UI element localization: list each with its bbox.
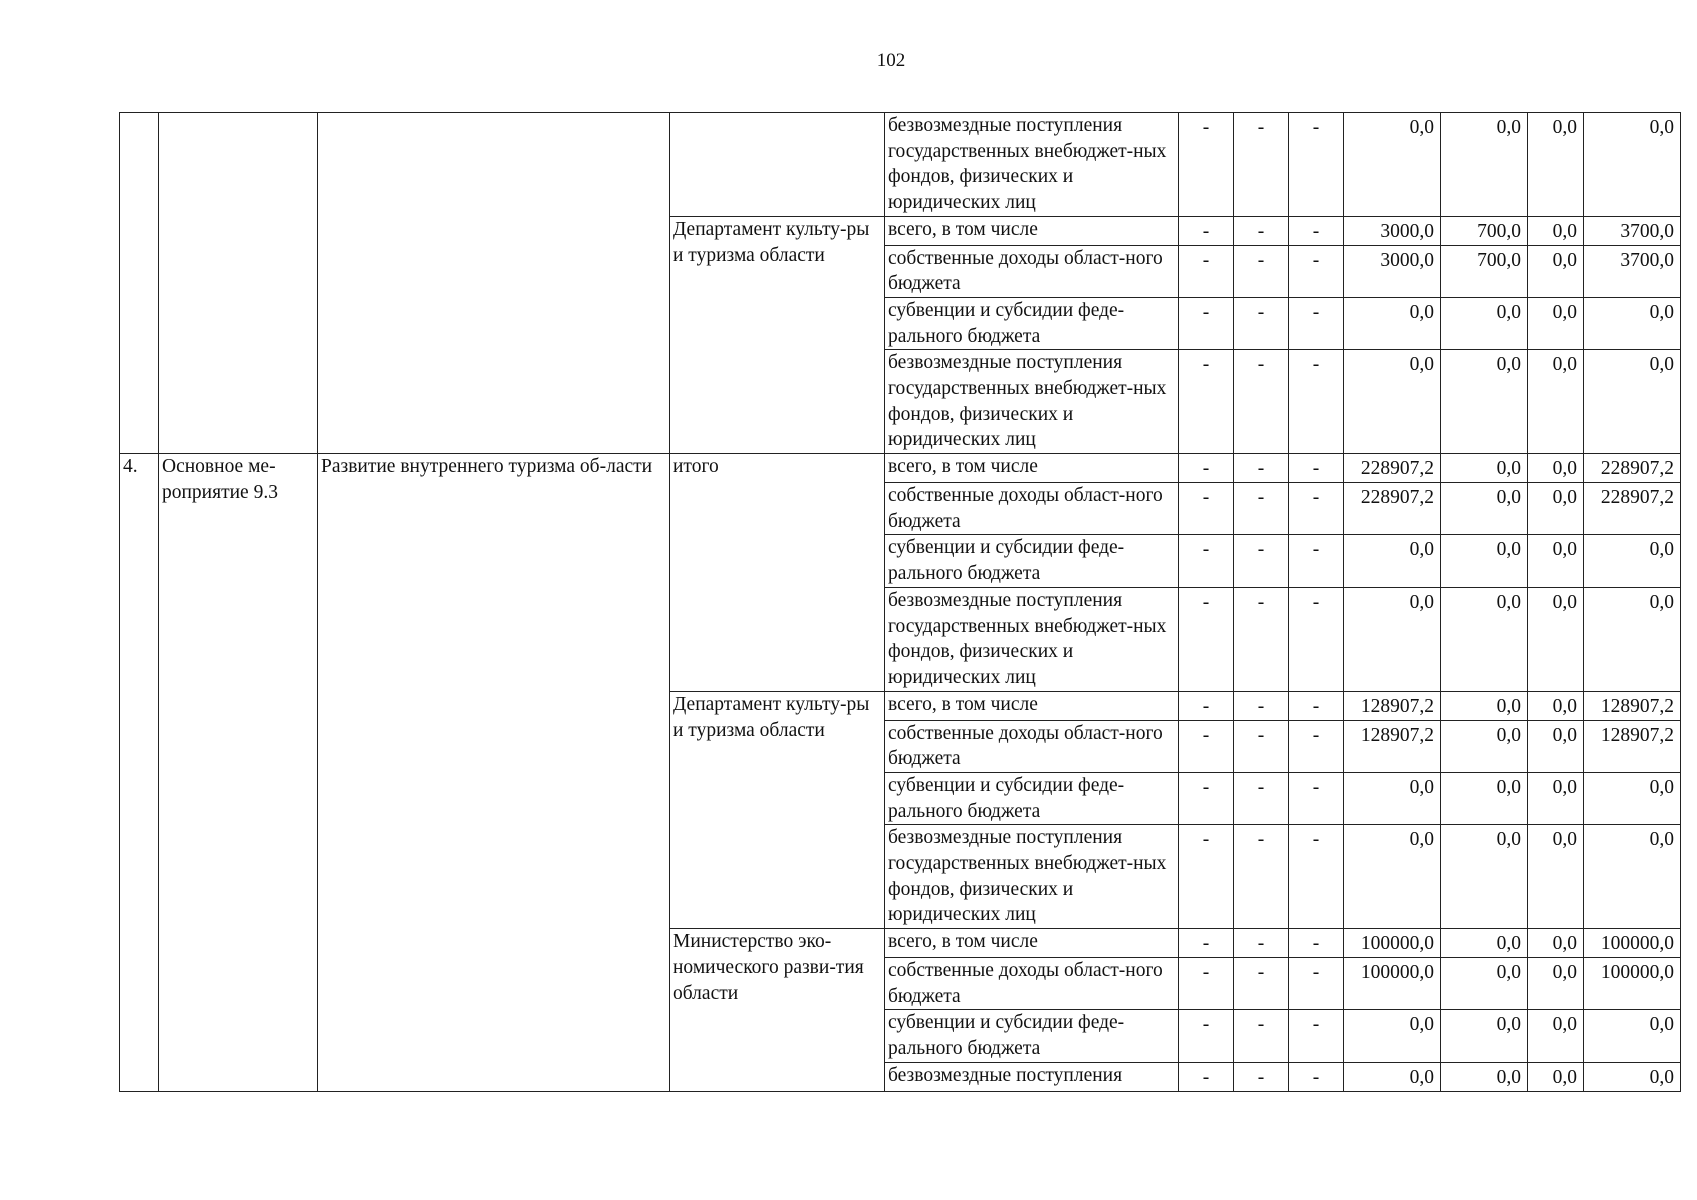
- cell-value: -: [1234, 454, 1289, 483]
- cell-source: субвенции и субсидии феде-рального бюджета: [885, 1010, 1179, 1062]
- cell-value: 0,0: [1528, 720, 1584, 772]
- cell-value: 228907,2: [1584, 483, 1681, 535]
- cell-value: 0,0: [1528, 350, 1584, 454]
- cell-value: 228907,2: [1584, 454, 1681, 483]
- cell-value: 0,0: [1584, 350, 1681, 454]
- cell-value: 0,0: [1344, 297, 1441, 349]
- cell-title-empty: [318, 113, 670, 454]
- cell-value: -: [1289, 1010, 1344, 1062]
- cell-value: 0,0: [1584, 587, 1681, 691]
- cell-value: -: [1289, 454, 1344, 483]
- cell-source: собственные доходы област-ного бюджета: [885, 720, 1179, 772]
- cell-number: 4.: [120, 454, 159, 1091]
- cell-value: -: [1234, 720, 1289, 772]
- cell-type-empty: [159, 113, 318, 454]
- cell-value: 0,0: [1441, 483, 1528, 535]
- cell-value: 128907,2: [1584, 720, 1681, 772]
- cell-value: -: [1179, 1062, 1234, 1091]
- cell-value: 0,0: [1344, 772, 1441, 824]
- cell-value: 0,0: [1441, 691, 1528, 720]
- cell-value: -: [1179, 929, 1234, 958]
- cell-value: -: [1234, 958, 1289, 1010]
- cell-value: 0,0: [1528, 535, 1584, 587]
- cell-value: 700,0: [1441, 216, 1528, 245]
- cell-value: -: [1289, 958, 1344, 1010]
- cell-value: 0,0: [1441, 350, 1528, 454]
- cell-value: 0,0: [1528, 1010, 1584, 1062]
- cell-executor: итого: [670, 454, 885, 692]
- cell-value: -: [1179, 691, 1234, 720]
- cell-value: 3700,0: [1584, 245, 1681, 297]
- cell-value: 0,0: [1441, 929, 1528, 958]
- cell-value: -: [1179, 245, 1234, 297]
- cell-source: собственные доходы област-ного бюджета: [885, 245, 1179, 297]
- cell-value: -: [1234, 483, 1289, 535]
- cell-value: -: [1289, 691, 1344, 720]
- cell-value: 0,0: [1441, 772, 1528, 824]
- cell-value: 0,0: [1584, 297, 1681, 349]
- cell-value: -: [1179, 958, 1234, 1010]
- cell-source: всего, в том числе: [885, 691, 1179, 720]
- cell-value: 0,0: [1528, 772, 1584, 824]
- cell-value: 128907,2: [1584, 691, 1681, 720]
- cell-value: 0,0: [1584, 1010, 1681, 1062]
- table-row: [120, 113, 1681, 217]
- cell-executor: Департамент культу-ры и туризма области: [670, 691, 885, 929]
- cell-value: 0,0: [1344, 1010, 1441, 1062]
- cell-title: Развитие внутреннего туризма об-ласти: [318, 454, 670, 1091]
- cell-value: 228907,2: [1344, 454, 1441, 483]
- cell-value: 0,0: [1344, 535, 1441, 587]
- cell-value: -: [1179, 720, 1234, 772]
- cell-source: субвенции и субсидии феде-рального бюджета: [885, 297, 1179, 349]
- cell-value: -: [1289, 350, 1344, 454]
- cell-value: -: [1289, 113, 1344, 217]
- cell-value: -: [1234, 113, 1289, 217]
- cell-value: 0,0: [1344, 587, 1441, 691]
- cell-value: 0,0: [1584, 772, 1681, 824]
- cell-source: собственные доходы област-ного бюджета: [885, 483, 1179, 535]
- cell-value: 0,0: [1528, 691, 1584, 720]
- cell-value: -: [1179, 772, 1234, 824]
- cell-value: -: [1234, 297, 1289, 349]
- cell-value: 0,0: [1441, 297, 1528, 349]
- cell-value: 0,0: [1441, 825, 1528, 929]
- cell-value: -: [1289, 720, 1344, 772]
- cell-source: безвозмездные поступления государственных внебюджет-ных фондов, физических и юридических лиц: [885, 587, 1179, 691]
- funding-table: [119, 112, 1681, 1092]
- cell-value: -: [1234, 929, 1289, 958]
- cell-value: -: [1234, 691, 1289, 720]
- cell-source: субвенции и субсидии феде-рального бюджета: [885, 772, 1179, 824]
- cell-value: -: [1234, 772, 1289, 824]
- cell-executor: Департамент культу-ры и туризма области: [670, 216, 885, 454]
- cell-value: 0,0: [1528, 958, 1584, 1010]
- table-row: [120, 454, 1681, 483]
- cell-source: собственные доходы област-ного бюджета: [885, 958, 1179, 1010]
- cell-executor: Министерство эко-номического разви-тия области: [670, 929, 885, 1091]
- cell-value: 0,0: [1344, 825, 1441, 929]
- cell-value: -: [1234, 535, 1289, 587]
- cell-value: -: [1234, 245, 1289, 297]
- cell-value: -: [1289, 245, 1344, 297]
- cell-value: 100000,0: [1344, 929, 1441, 958]
- cell-value: -: [1179, 587, 1234, 691]
- cell-value: -: [1289, 929, 1344, 958]
- cell-value: 3000,0: [1344, 216, 1441, 245]
- cell-source: всего, в том числе: [885, 929, 1179, 958]
- cell-value: -: [1289, 535, 1344, 587]
- cell-value: 0,0: [1344, 350, 1441, 454]
- cell-value: -: [1289, 825, 1344, 929]
- cell-value: -: [1234, 1062, 1289, 1091]
- cell-value: -: [1179, 483, 1234, 535]
- cell-value: 100000,0: [1344, 958, 1441, 1010]
- cell-value: 0,0: [1528, 1062, 1584, 1091]
- cell-value: -: [1179, 113, 1234, 217]
- cell-value: -: [1179, 825, 1234, 929]
- cell-value: 0,0: [1584, 1062, 1681, 1091]
- cell-value: -: [1179, 350, 1234, 454]
- cell-value: -: [1234, 825, 1289, 929]
- cell-value: 0,0: [1528, 216, 1584, 245]
- cell-value: 0,0: [1528, 113, 1584, 217]
- cell-value: 0,0: [1344, 113, 1441, 217]
- cell-value: 0,0: [1528, 454, 1584, 483]
- cell-source: безвозмездные поступления: [885, 1062, 1179, 1091]
- cell-value: 0,0: [1528, 825, 1584, 929]
- cell-value: -: [1179, 1010, 1234, 1062]
- cell-value: -: [1289, 587, 1344, 691]
- cell-value: -: [1289, 297, 1344, 349]
- cell-source: всего, в том числе: [885, 454, 1179, 483]
- page-number: 102: [876, 50, 906, 71]
- cell-value: 0,0: [1528, 587, 1584, 691]
- cell-number-empty: [120, 113, 159, 454]
- cell-type: Основное ме-роприятие 9.3: [159, 454, 318, 1091]
- cell-source: субвенции и субсидии феде-рального бюджета: [885, 535, 1179, 587]
- cell-value: -: [1234, 216, 1289, 245]
- cell-value: 0,0: [1528, 297, 1584, 349]
- cell-value: -: [1289, 216, 1344, 245]
- cell-value: -: [1179, 454, 1234, 483]
- cell-value: -: [1179, 535, 1234, 587]
- cell-value: 0,0: [1441, 720, 1528, 772]
- cell-value: 0,0: [1344, 1062, 1441, 1091]
- cell-value: 228907,2: [1344, 483, 1441, 535]
- cell-value: -: [1289, 1062, 1344, 1091]
- cell-value: 0,0: [1528, 483, 1584, 535]
- cell-value: 0,0: [1528, 245, 1584, 297]
- cell-source: безвозмездные поступления государственных внебюджет-ных фондов, физических и юридических лиц: [885, 350, 1179, 454]
- cell-value: 0,0: [1584, 825, 1681, 929]
- cell-value: 0,0: [1441, 454, 1528, 483]
- cell-value: 0,0: [1584, 535, 1681, 587]
- cell-value: 128907,2: [1344, 720, 1441, 772]
- cell-value: -: [1234, 587, 1289, 691]
- cell-value: -: [1234, 1010, 1289, 1062]
- cell-value: 0,0: [1441, 535, 1528, 587]
- cell-value: 128907,2: [1344, 691, 1441, 720]
- cell-value: 0,0: [1584, 113, 1681, 217]
- cell-value: 100000,0: [1584, 958, 1681, 1010]
- cell-value: -: [1289, 772, 1344, 824]
- cell-value: 3700,0: [1584, 216, 1681, 245]
- cell-value: -: [1234, 350, 1289, 454]
- cell-value: -: [1179, 297, 1234, 349]
- cell-value: 0,0: [1441, 587, 1528, 691]
- cell-value: 0,0: [1441, 1010, 1528, 1062]
- cell-executor-empty: [670, 113, 885, 217]
- table-body: [120, 113, 1681, 1092]
- cell-source: всего, в том числе: [885, 216, 1179, 245]
- cell-source: безвозмездные поступления государственных внебюджет-ных фондов, физических и юридических лиц: [885, 113, 1179, 217]
- cell-value: 0,0: [1441, 958, 1528, 1010]
- cell-source: безвозмездные поступления государственных внебюджет-ных фондов, физических и юридических лиц: [885, 825, 1179, 929]
- cell-value: 3000,0: [1344, 245, 1441, 297]
- cell-value: 0,0: [1441, 1062, 1528, 1091]
- cell-value: 0,0: [1528, 929, 1584, 958]
- cell-value: 100000,0: [1584, 929, 1681, 958]
- cell-value: 0,0: [1441, 113, 1528, 217]
- cell-value: -: [1289, 483, 1344, 535]
- cell-value: -: [1179, 216, 1234, 245]
- cell-value: 700,0: [1441, 245, 1528, 297]
